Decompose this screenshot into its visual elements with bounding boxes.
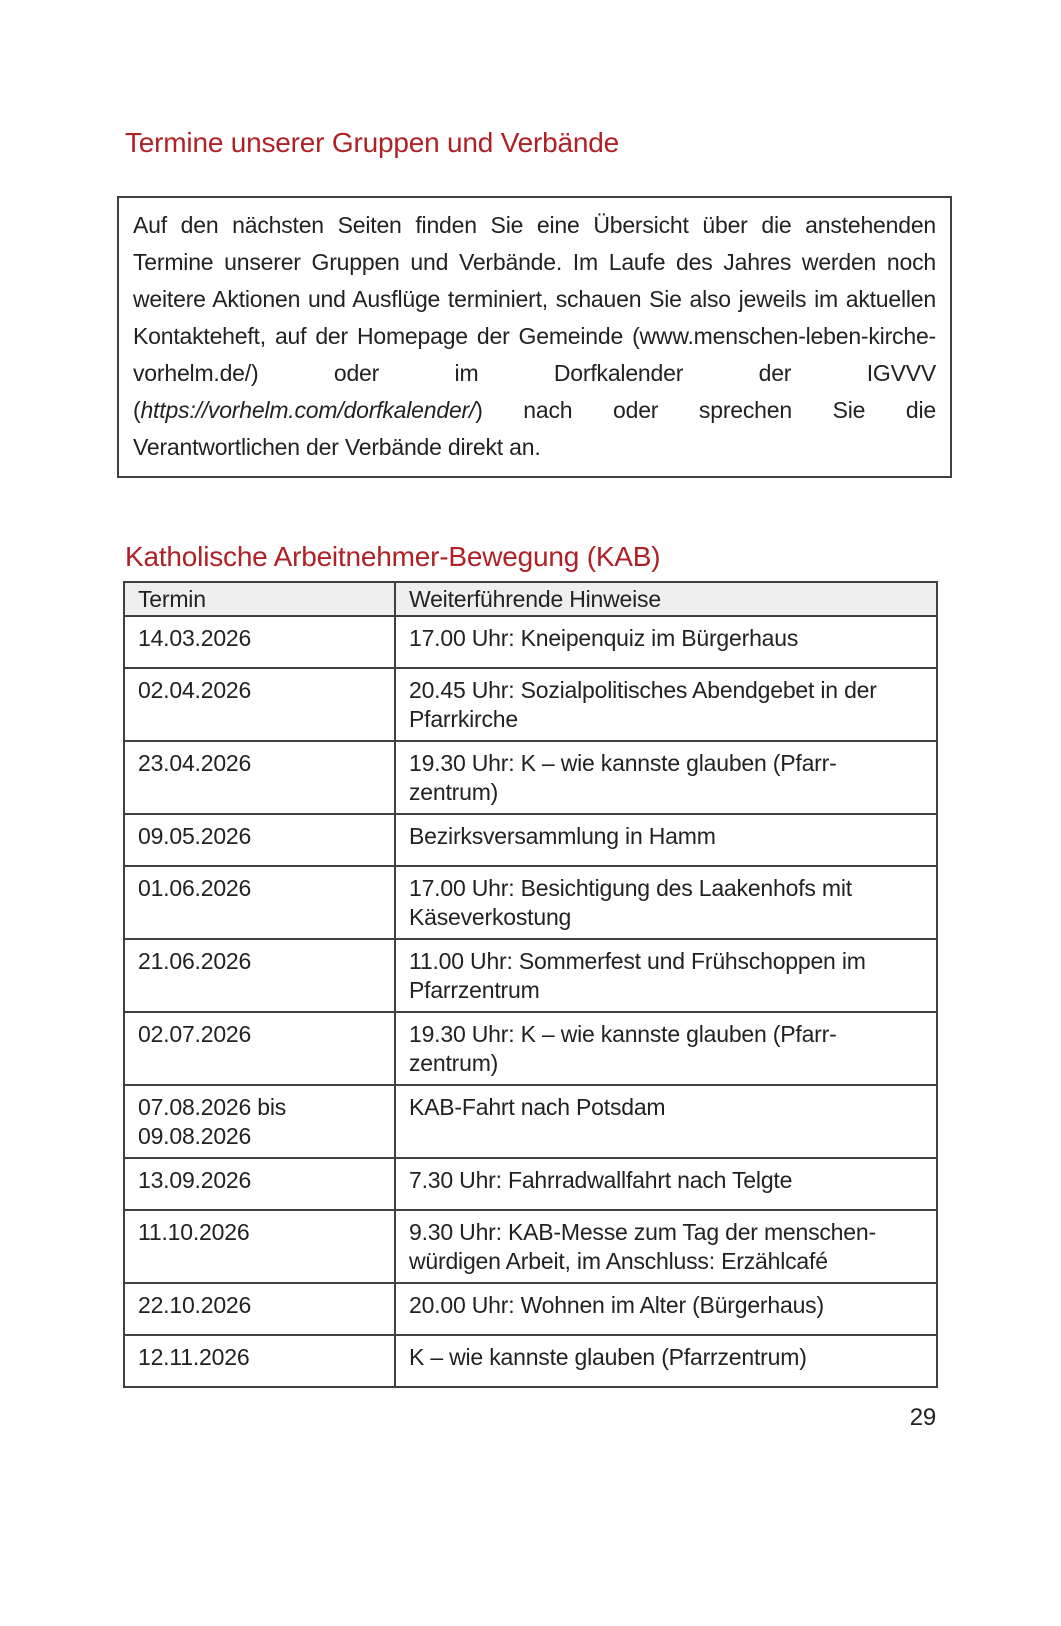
hinweis-cell: 20.45 Uhr: Sozialpolitisches Abendgebet in der Pfarrkirche — [395, 668, 937, 741]
hinweis-cell: 11.00 Uhr: Sommerfest und Frühschoppen im Pfarrzentrum — [395, 939, 937, 1012]
table-row — [124, 1158, 937, 1210]
table-row — [124, 616, 937, 668]
table-row — [124, 1283, 937, 1335]
column-header-hinweise: Weiterführende Hinweise — [395, 582, 937, 616]
table-row — [124, 939, 937, 1012]
termin-cell: 01.06.2026 — [124, 866, 395, 939]
column-header-termin: Termin — [124, 582, 395, 616]
hinweis-cell: 9.30 Uhr: KAB-Messe zum Tag der menschen-würdigen Arbeit, im Anschluss: Erzählcafé — [395, 1210, 937, 1283]
termin-cell: 09.05.2026 — [124, 814, 395, 866]
section-title-kab: Katholische Arbeitnehmer-Bewegung (KAB) — [125, 541, 661, 572]
termin-cell: 02.04.2026 — [124, 668, 395, 741]
hinweis-cell: K – wie kannste glauben (Pfarrzentrum) — [395, 1335, 937, 1387]
table-row — [124, 741, 937, 814]
termin-cell: 07.08.2026 bis 09.08.2026 — [124, 1085, 395, 1158]
hinweis-cell: 7.30 Uhr: Fahrradwallfahrt nach Telgte — [395, 1158, 937, 1210]
hinweis-cell: 19.30 Uhr: K – wie kannste glauben (Pfarr-zentrum) — [395, 1012, 937, 1085]
termin-cell: 11.10.2026 — [124, 1210, 395, 1283]
termin-cell: 02.07.2026 — [124, 1012, 395, 1085]
termin-cell: 12.11.2026 — [124, 1335, 395, 1387]
termin-cell: 13.09.2026 — [124, 1158, 395, 1210]
table-header-row — [124, 582, 937, 616]
hinweis-cell: 20.00 Uhr: Wohnen im Alter (Bürgerhaus) — [395, 1283, 937, 1335]
table-row — [124, 1012, 937, 1085]
hinweis-cell: 17.00 Uhr: Besichtigung des Laakenhofs mit Käseverkostung — [395, 866, 937, 939]
intro-box — [117, 196, 952, 478]
intro-url-italic: https://vorhelm.com/dorfkalender/ — [140, 397, 476, 423]
table-row — [124, 668, 937, 741]
termin-cell: 22.10.2026 — [124, 1283, 395, 1335]
termin-cell: 23.04.2026 — [124, 741, 395, 814]
table-row — [124, 1085, 937, 1158]
events-table — [123, 581, 938, 1388]
page-number: 29 — [909, 1404, 936, 1431]
hinweis-cell: Bezirksversammlung in Hamm — [395, 814, 937, 866]
hinweis-cell: 17.00 Uhr: Kneipenquiz im Bürgerhaus — [395, 616, 937, 668]
hinweis-cell: 19.30 Uhr: K – wie kannste glauben (Pfarr-zentrum) — [395, 741, 937, 814]
table-row — [124, 1335, 937, 1387]
termin-cell: 14.03.2026 — [124, 616, 395, 668]
termin-cell: 21.06.2026 — [124, 939, 395, 1012]
hinweis-cell: KAB-Fahrt nach Potsdam — [395, 1085, 937, 1158]
table-row — [124, 1210, 937, 1283]
table-row — [124, 814, 937, 866]
intro-text-start: Auf den nächsten Seiten finden Sie eine Übersicht über die anstehenden Termine unserer Gruppen und Verbände. Im Laufe des Jahres werden noch weitere Aktionen und Ausflüge terminiert, schauen Sie also jeweils im aktuellen Kontakteheft, auf der Homepage der Gemeinde (www.menschen-leben-kirche-vorhelm.de/) oder im Dorfkalender der IGVVV ( — [133, 212, 936, 423]
intro-text-end: ) nach oder sprechen Sie die Verantwortlichen der Verbände direkt an. — [133, 397, 936, 460]
table-row — [124, 866, 937, 939]
page-title: Termine unserer Gruppen und Verbände — [125, 127, 620, 158]
intro-paragraph — [133, 207, 936, 466]
